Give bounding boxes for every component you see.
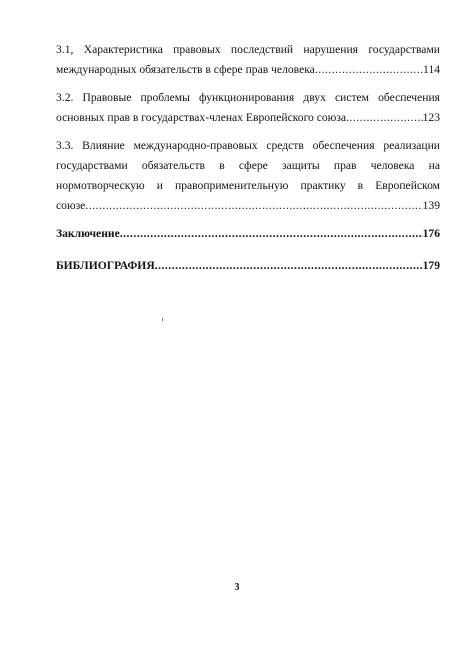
dot-leader bbox=[346, 108, 423, 128]
toc-entry-line: 3.3. Влияние международно-правовых средств обеспечения реализации bbox=[56, 139, 440, 152]
dot-leader bbox=[315, 60, 423, 80]
toc-entry-line: союзе bbox=[56, 199, 86, 212]
toc-entry-line: основных прав в государствах-членах Европейского союза bbox=[56, 111, 347, 124]
toc-page-number: 123 bbox=[422, 111, 440, 124]
toc-entry-3-1 bbox=[56, 40, 440, 80]
dot-leader bbox=[85, 196, 422, 216]
toc-entry-3-3 bbox=[56, 136, 440, 216]
toc-entry-title: БИБЛИОГРАФИЯ bbox=[56, 259, 155, 272]
toc-entry-line: государствами обязательств в сфере защиты прав человека на bbox=[56, 159, 440, 172]
toc-page-number: 179 bbox=[422, 259, 440, 272]
toc-entry-leader-line bbox=[56, 60, 440, 80]
table-of-contents bbox=[56, 40, 440, 288]
toc-entry-bibliography bbox=[56, 256, 440, 276]
toc-entry-line: 3.1, Характеристика правовых последствий нарушения государствами bbox=[56, 43, 440, 56]
toc-entry-leader-line bbox=[56, 256, 440, 276]
toc-entry-leader-line bbox=[56, 224, 440, 244]
toc-page-number: 114 bbox=[423, 63, 440, 76]
toc-entry-line: 3.2. Правовые проблемы функционирования двух систем обеспечения bbox=[56, 91, 440, 104]
toc-entry-leader-line bbox=[56, 196, 440, 216]
toc-entry-line: нормотворческую и правоприменительную практику в Европейском bbox=[56, 179, 440, 192]
toc-entry-leader-line bbox=[56, 108, 440, 128]
toc-entry-title: Заключение bbox=[56, 227, 120, 240]
dot-leader bbox=[155, 256, 423, 276]
toc-page-number: 176 bbox=[422, 227, 440, 240]
toc-entry-line: международных обязательств в сфере прав человека bbox=[56, 63, 315, 76]
page-number: 3 bbox=[234, 582, 240, 593]
toc-entry-3-2 bbox=[56, 88, 440, 128]
toc-page-number: 139 bbox=[422, 199, 440, 212]
scan-speck bbox=[162, 318, 163, 321]
dot-leader bbox=[120, 224, 423, 244]
toc-entry-conclusion bbox=[56, 224, 440, 244]
